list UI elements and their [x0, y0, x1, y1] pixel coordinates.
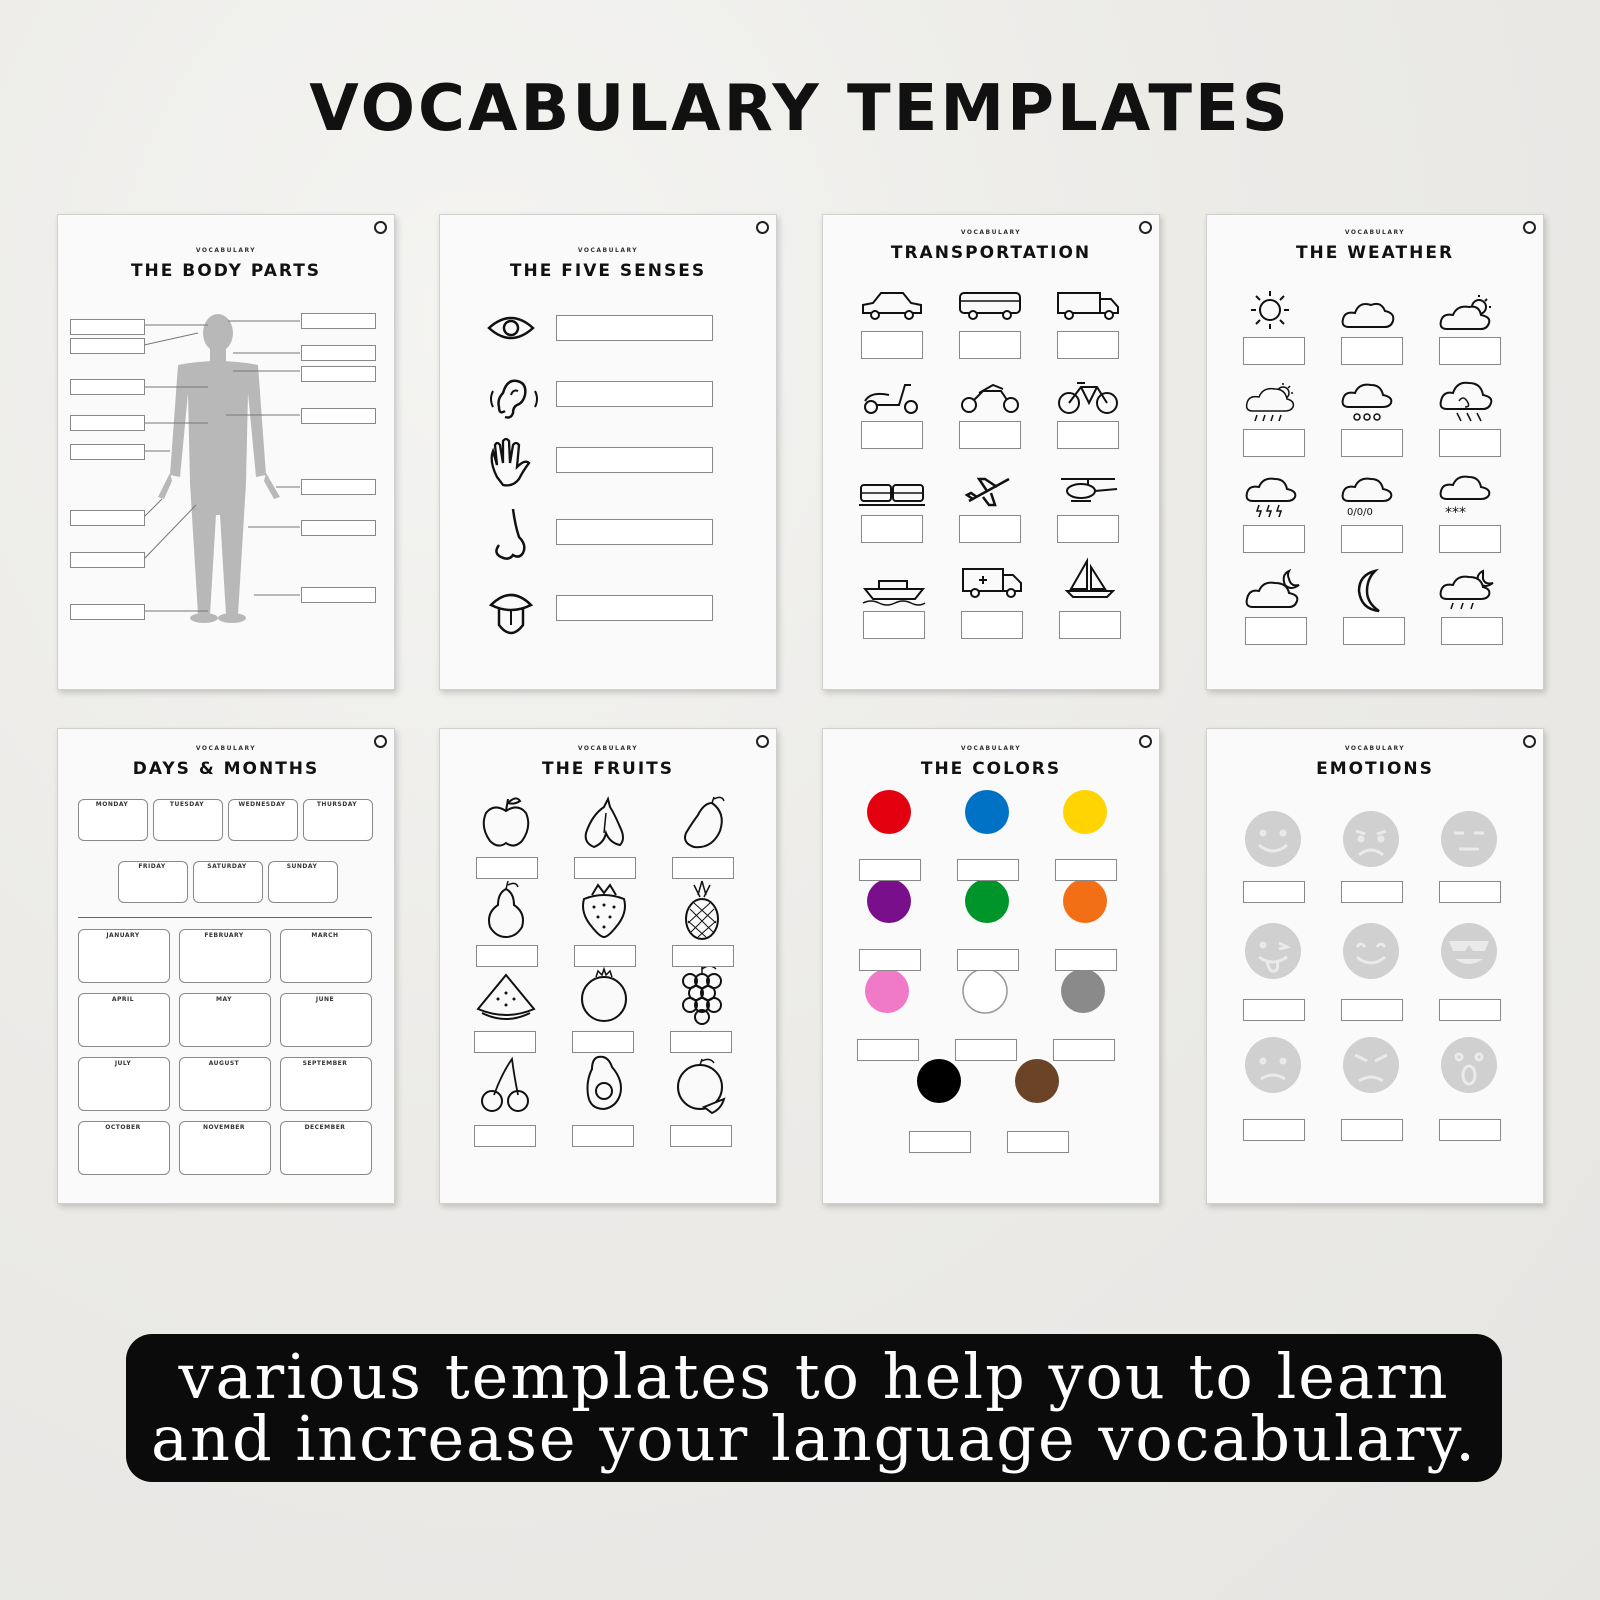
- sailboat-icon: [1057, 557, 1123, 601]
- pin-icon: [756, 221, 769, 234]
- rain-cloud-icon: [1341, 381, 1397, 429]
- color-swatch: [867, 790, 911, 834]
- color-swatch: [865, 969, 909, 1013]
- label-field[interactable]: [1341, 1119, 1403, 1141]
- label-field[interactable]: [70, 319, 145, 335]
- label-field[interactable]: [574, 857, 636, 879]
- color-swatch: [963, 969, 1007, 1013]
- month-label: SEPTEMBER: [302, 1060, 348, 1067]
- label-field[interactable]: [574, 945, 636, 967]
- card-body-parts[interactable]: [57, 214, 395, 690]
- label-field[interactable]: [572, 1125, 634, 1147]
- card-title: TRANSPORTATION: [890, 243, 1092, 263]
- label-field[interactable]: [1057, 515, 1119, 543]
- color-swatch: [1015, 1059, 1059, 1103]
- smiling-face-icon: [1341, 921, 1401, 981]
- moon-icon: [1347, 567, 1397, 615]
- label-field[interactable]: [301, 408, 376, 424]
- sad-face-icon: [1341, 809, 1401, 869]
- pear-icon: [476, 879, 536, 941]
- month-label: NOVEMBER: [203, 1124, 245, 1131]
- label-field[interactable]: [959, 515, 1021, 543]
- ear-icon: [485, 373, 545, 423]
- silly-face-icon: [1243, 921, 1303, 981]
- page-title: VOCABULARY TEMPLATES: [309, 72, 1291, 146]
- label-field[interactable]: [301, 587, 376, 603]
- label-field[interactable]: [1243, 1119, 1305, 1141]
- month-label: JULY: [114, 1060, 132, 1067]
- label-field[interactable]: [301, 313, 376, 329]
- happy-face-icon: [1243, 809, 1303, 869]
- svg-text:***: ***: [1445, 505, 1466, 521]
- scooter-icon: [859, 377, 925, 417]
- motorcycle-icon: [957, 377, 1023, 417]
- label-field[interactable]: [861, 421, 923, 449]
- card-kicker: VOCABULARY: [195, 247, 257, 254]
- card-title: EMOTIONS: [1316, 759, 1434, 779]
- month-label: JUNE: [315, 996, 335, 1003]
- month-label: MARCH: [311, 932, 339, 939]
- color-swatch: [965, 790, 1009, 834]
- label-field[interactable]: [1245, 617, 1307, 645]
- label-field[interactable]: [476, 945, 538, 967]
- card-days-months[interactable]: [57, 728, 395, 1204]
- storm-cloud-icon: [1439, 379, 1495, 431]
- label-field[interactable]: [301, 520, 376, 536]
- label-field[interactable]: [1439, 881, 1501, 903]
- label-field[interactable]: [70, 415, 145, 431]
- label-field[interactable]: [301, 366, 376, 382]
- label-field[interactable]: [1439, 1119, 1501, 1141]
- label-field[interactable]: [1243, 999, 1305, 1021]
- label-field[interactable]: [1055, 949, 1117, 971]
- orange-icon: [672, 1055, 732, 1115]
- month-label: APRIL: [111, 996, 135, 1003]
- color-swatch: [1061, 969, 1105, 1013]
- label-field[interactable]: [70, 510, 145, 526]
- clouds-icon: [1341, 295, 1397, 335]
- label-field[interactable]: [1439, 429, 1501, 457]
- pomegranate-icon: [574, 965, 634, 1025]
- strawberry-icon: [574, 879, 634, 941]
- label-field[interactable]: [572, 1031, 634, 1053]
- label-field[interactable]: [1341, 525, 1403, 553]
- card-title: DAYS & MONTHS: [132, 759, 320, 779]
- sense-field-smell[interactable]: [556, 519, 713, 545]
- label-field[interactable]: [70, 338, 145, 354]
- day-label: MONDAY: [95, 801, 129, 808]
- worried-face-icon: [1243, 1035, 1303, 1095]
- cherry-icon: [476, 1055, 536, 1115]
- eye-icon: [485, 310, 545, 350]
- airplane-icon: [957, 471, 1023, 511]
- card-transportation[interactable]: [822, 214, 1160, 690]
- day-label: FRIDAY: [138, 863, 166, 870]
- label-field[interactable]: [961, 611, 1023, 639]
- label-field[interactable]: [70, 552, 145, 568]
- apple-icon: [476, 793, 536, 853]
- label-field[interactable]: [1441, 617, 1503, 645]
- label-field[interactable]: [670, 1031, 732, 1053]
- label-field[interactable]: [1243, 429, 1305, 457]
- label-field[interactable]: [474, 1125, 536, 1147]
- night-rain-icon: [1439, 567, 1499, 615]
- nose-icon: [485, 505, 545, 565]
- avocado-icon: [574, 1051, 634, 1113]
- watermelon-icon: [474, 969, 538, 1023]
- label-field[interactable]: [859, 949, 921, 971]
- label-field[interactable]: [670, 1125, 732, 1147]
- day-label: TUESDAY: [169, 801, 205, 808]
- card-title: THE COLORS: [920, 759, 1062, 779]
- partly-cloudy-icon: [1439, 293, 1495, 335]
- label-field[interactable]: [1343, 617, 1405, 645]
- caption-line-2: and increase your language vocabulary.: [151, 1402, 1477, 1475]
- label-field[interactable]: [70, 604, 145, 620]
- month-label: AUGUST: [208, 1060, 240, 1067]
- label-field[interactable]: [672, 945, 734, 967]
- label-field[interactable]: [861, 515, 923, 543]
- day-label: THURSDAY: [316, 801, 358, 808]
- label-field[interactable]: [1439, 337, 1501, 365]
- day-label: WEDNESDAY: [238, 801, 286, 808]
- label-field[interactable]: [857, 1039, 919, 1061]
- label-field[interactable]: [476, 857, 538, 879]
- helicopter-icon: [1055, 473, 1121, 513]
- thunder-rain-icon: [1245, 475, 1301, 523]
- label-field[interactable]: [474, 1031, 536, 1053]
- section-divider: [78, 917, 372, 918]
- label-field[interactable]: [1243, 881, 1305, 903]
- neutral-face-icon: [1439, 809, 1499, 869]
- sun-shower-icon: [1245, 381, 1301, 429]
- day-label: SUNDAY: [286, 863, 318, 870]
- card-kicker: VOCABULARY: [960, 745, 1022, 752]
- label-field[interactable]: [1007, 1131, 1069, 1153]
- label-field[interactable]: [863, 611, 925, 639]
- card-kicker: VOCABULARY: [577, 247, 639, 254]
- label-field[interactable]: [1341, 429, 1403, 457]
- label-field[interactable]: [1439, 525, 1501, 553]
- card-kicker: VOCABULARY: [1344, 229, 1406, 236]
- snow-icon: [1439, 473, 1495, 521]
- color-swatch: [867, 879, 911, 923]
- label-field[interactable]: [1341, 999, 1403, 1021]
- label-field[interactable]: [959, 421, 1021, 449]
- card-kicker: VOCABULARY: [1344, 745, 1406, 752]
- mango-icon: [672, 793, 732, 853]
- label-field[interactable]: [1243, 337, 1305, 365]
- label-field[interactable]: [1053, 1039, 1115, 1061]
- day-label: SATURDAY: [207, 863, 247, 870]
- card-weather[interactable]: [1206, 214, 1544, 690]
- label-field[interactable]: [1243, 525, 1305, 553]
- label-field[interactable]: [1055, 859, 1117, 881]
- month-label: JANUARY: [106, 932, 140, 939]
- hand-icon: [485, 437, 545, 489]
- color-swatch: [1063, 790, 1107, 834]
- cloudy-night-icon: [1245, 567, 1305, 615]
- card-five-senses[interactable]: [439, 214, 777, 690]
- label-field[interactable]: [859, 859, 921, 881]
- label-field[interactable]: [1439, 999, 1501, 1021]
- label-field[interactable]: [301, 345, 376, 361]
- month-label: DECEMBER: [304, 1124, 346, 1131]
- truck-icon: [1055, 289, 1121, 323]
- label-field[interactable]: [70, 444, 145, 460]
- label-field[interactable]: [70, 379, 145, 395]
- label-field[interactable]: [957, 859, 1019, 881]
- label-field[interactable]: [1057, 331, 1119, 359]
- ship-icon: [861, 571, 927, 607]
- label-field[interactable]: [301, 479, 376, 495]
- month-label: OCTOBER: [105, 1124, 141, 1131]
- ambulance-icon: [959, 565, 1025, 601]
- label-field[interactable]: [957, 949, 1019, 971]
- sense-field-touch[interactable]: [556, 447, 713, 473]
- card-title: THE WEATHER: [1295, 243, 1455, 263]
- angry-face-icon: [1341, 1035, 1401, 1095]
- card-kicker: VOCABULARY: [195, 745, 257, 752]
- label-field[interactable]: [672, 857, 734, 879]
- card-fruits[interactable]: [439, 728, 777, 1204]
- cool-face-icon: [1439, 921, 1499, 981]
- label-field[interactable]: [1057, 421, 1119, 449]
- label-field[interactable]: [1059, 611, 1121, 639]
- card-title: THE FIVE SENSES: [509, 261, 707, 281]
- train-icon: [859, 477, 925, 511]
- label-field[interactable]: [1341, 337, 1403, 365]
- sense-field-taste[interactable]: [556, 595, 713, 621]
- surprised-face-icon: [1439, 1035, 1499, 1095]
- tongue-icon: [485, 585, 545, 645]
- month-label: FEBRUARY: [204, 932, 244, 939]
- label-field[interactable]: [955, 1039, 1017, 1061]
- card-kicker: VOCABULARY: [960, 229, 1022, 236]
- svg-text:0/0/0: 0/0/0: [1347, 507, 1373, 518]
- caption-line-1: various templates to help you to learn: [178, 1340, 1450, 1413]
- pineapple-icon: [672, 877, 732, 941]
- sense-field-hear[interactable]: [556, 381, 713, 407]
- sun-icon: [1245, 287, 1295, 333]
- banana-icon: [574, 793, 634, 853]
- color-swatch: [917, 1059, 961, 1103]
- sense-field-see[interactable]: [556, 315, 713, 341]
- card-colors[interactable]: [822, 728, 1160, 1204]
- label-field[interactable]: [959, 331, 1021, 359]
- card-kicker: VOCABULARY: [577, 745, 639, 752]
- color-swatch: [965, 879, 1009, 923]
- label-field[interactable]: [1341, 881, 1403, 903]
- grapes-icon: [672, 963, 732, 1027]
- card-title: THE FRUITS: [541, 759, 675, 779]
- heavy-rain-icon: [1341, 475, 1397, 523]
- bicycle-icon: [1055, 377, 1121, 417]
- month-label: MAY: [216, 996, 232, 1003]
- bus-icon: [957, 289, 1023, 323]
- card-title: THE BODY PARTS: [130, 261, 322, 281]
- card-emotions[interactable]: [1206, 728, 1544, 1204]
- color-swatch: [1063, 879, 1107, 923]
- label-field[interactable]: [861, 331, 923, 359]
- label-field[interactable]: [909, 1131, 971, 1153]
- car-icon: [859, 289, 925, 323]
